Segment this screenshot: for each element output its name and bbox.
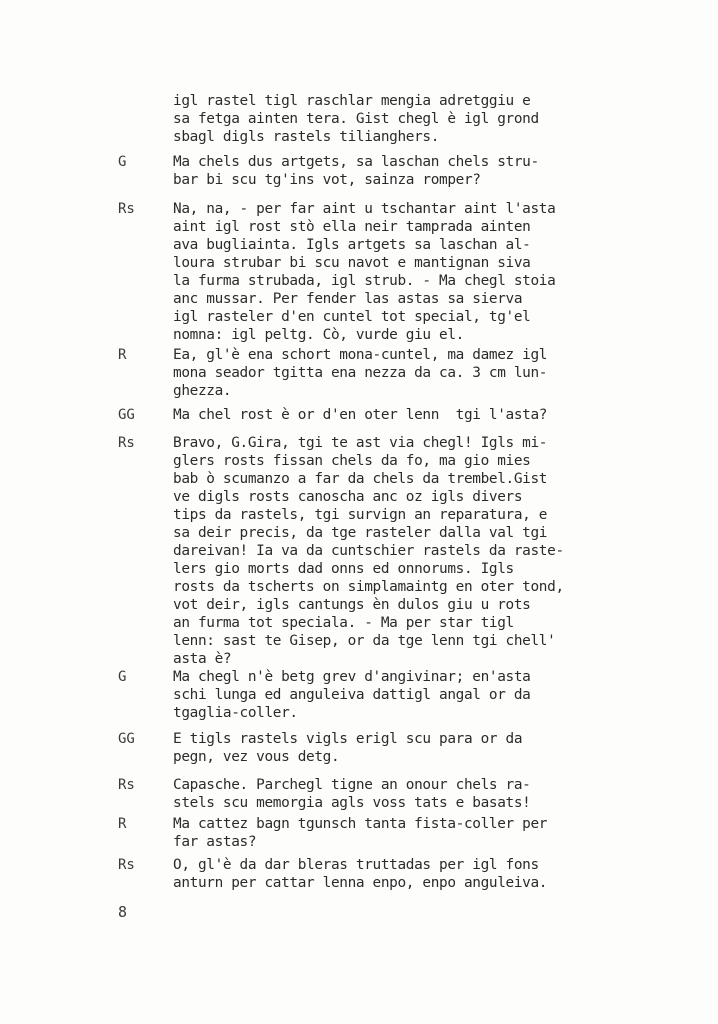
text-line: Ma chel rost è or d'en oter lenn tgi l'asta? <box>173 407 548 423</box>
text-line: lers gio morts dad onns ed onnorums. Igls <box>173 561 514 577</box>
dialogue-text <box>173 92 713 146</box>
text-line: Ea, gl'è ena schort mona-cuntel, ma damez igl <box>173 347 548 363</box>
text-line: ve digls rosts canoscha anc oz igls divers <box>173 489 523 505</box>
text-line: Na, na, - per far aint u tschantar aint l'asta <box>173 201 556 217</box>
dialogue-text <box>173 200 713 344</box>
speaker-label: Rs <box>118 857 135 873</box>
dialogue-text <box>173 346 713 400</box>
speaker-label: R <box>118 347 127 363</box>
text-line: far astas? <box>173 834 257 850</box>
text-line: tips da rastels, tgi survign an reparatura, e <box>173 507 548 523</box>
dialogue-text <box>173 730 713 766</box>
text-line: sa fetga ainten tera. Gist chegl è igl grond <box>173 111 539 127</box>
speaker-label: G <box>118 669 127 685</box>
text-line: tgaglia-coller. <box>173 705 298 721</box>
text-line: glers rosts fissan chels da fo, ma gio mies <box>173 453 531 469</box>
text-line: rosts da tscherts on simplamaintg en oter tond, <box>173 579 564 595</box>
dialogue-text <box>173 776 713 812</box>
text-line: Ma chels dus artgets, sa laschan chels stru- <box>173 154 539 170</box>
text-line: asta è? <box>173 651 232 667</box>
text-line: bab ò scumanzo a far da chels da trembel.Gist <box>173 471 548 487</box>
text-line: bar bi scu tg'ins vot, sainza romper? <box>173 172 481 188</box>
text-line: ghezza. <box>173 383 232 399</box>
text-line: igl rasteler d'en cuntel tot special, tg'el <box>173 309 531 325</box>
speaker-label: R <box>118 816 127 832</box>
text-line: stels scu memorgia agls voss tats e basats! <box>173 795 531 811</box>
dialogue-text <box>173 434 713 668</box>
speaker-label: GG <box>118 731 135 747</box>
dialogue-text <box>173 856 713 892</box>
dialogue-text <box>173 668 713 722</box>
text-line: sa deir precis, da tge rasteler dalla val tgi <box>173 525 548 541</box>
dialogue-text <box>173 406 713 424</box>
text-line: Capasche. Parchegl tigne an onour chels ra- <box>173 777 531 793</box>
text-line: Bravo, G.Gira, tgi te ast via chegl! Igls mi- <box>173 435 548 451</box>
text-line: aint igl rost stò ella neir tamprada ainten <box>173 219 531 235</box>
text-line: anc mussar. Per fender las astas sa sierva <box>173 291 523 307</box>
text-line: dareivan! Ia va da cuntschier rastels da raste- <box>173 543 564 559</box>
text-line: nomna: igl peltg. Cò, vurde giu el. <box>173 327 464 343</box>
speaker-label: Rs <box>118 201 135 217</box>
text-line: la furma strubada, igl strub. - Ma chegl stoia <box>173 273 556 289</box>
speaker-label: G <box>118 154 127 170</box>
text-line: an furma tot speciala. - Ma per star tigl <box>173 615 514 631</box>
text-line: Ma cattez bagn tgunsch tanta fista-coller per <box>173 816 548 832</box>
speaker-label: Rs <box>118 435 135 451</box>
text-line: E tigls rastels vigls erigl scu para or da <box>173 731 523 747</box>
text-line: O, gl'è da dar bleras truttadas per igl fons <box>173 857 539 873</box>
speaker-label: GG <box>118 407 135 423</box>
dialogue-text <box>173 815 713 851</box>
dialogue-text <box>173 153 713 189</box>
page-number: 8 <box>118 903 128 921</box>
text-line: sbagl digls rastels tilianghers. <box>173 129 440 145</box>
text-line: schi lunga ed anguleiva dattigl angal or da <box>173 687 531 703</box>
text-line: igl rastel tigl raschlar mengia adretggiu e <box>173 93 531 109</box>
text-line: Ma chegl n'è betg grev d'angivinar; en'asta <box>173 669 531 685</box>
text-line: lenn: sast te Gisep, or da tge lenn tgi chell' <box>173 633 556 649</box>
text-line: mona seador tgitta ena nezza da ca. 3 cm lun- <box>173 365 548 381</box>
speaker-label: Rs <box>118 777 135 793</box>
text-line: ava bugliainta. Igls artgets sa laschan al- <box>173 237 531 253</box>
text-line: pegn, vez vous detg. <box>173 749 340 765</box>
text-line: loura strubar bi scu navot e mantignan siva <box>173 255 531 271</box>
text-line: anturn per cattar lenna enpo, enpo anguleiva. <box>173 875 548 891</box>
text-line: vot deir, igls cantungs èn dulos giu u rots <box>173 597 531 613</box>
